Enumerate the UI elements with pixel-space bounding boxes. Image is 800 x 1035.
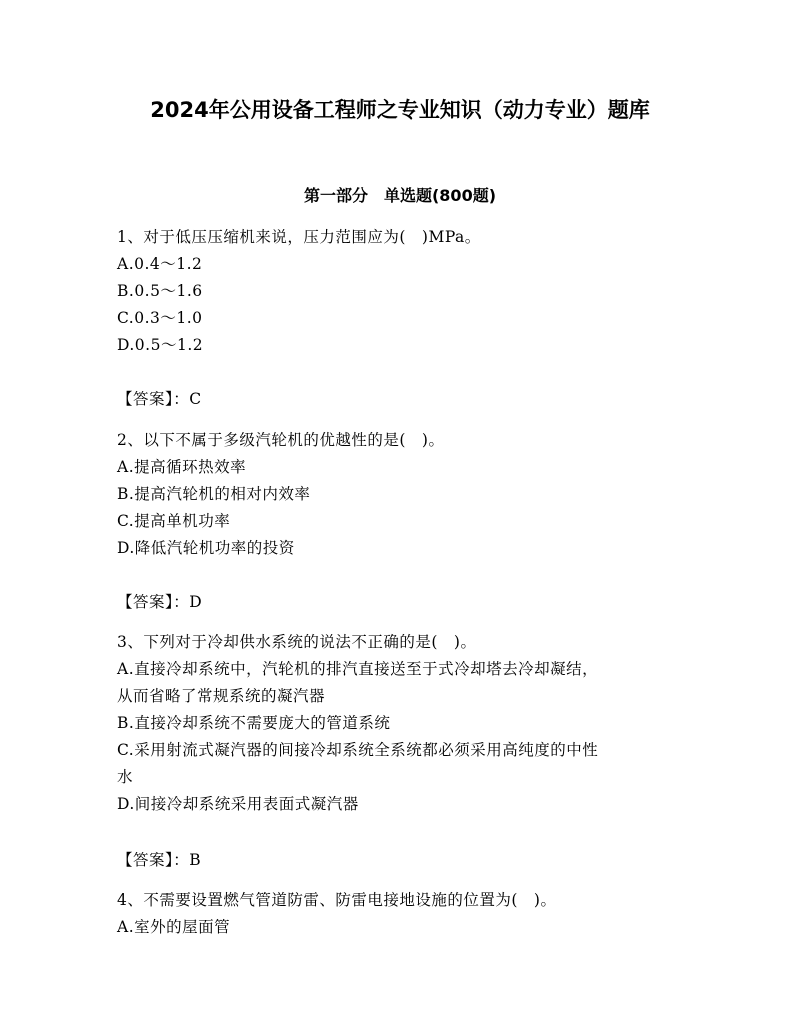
answer-line <box>117 389 202 409</box>
answer-value: C <box>189 390 202 408</box>
answer-value: D <box>189 593 203 611</box>
option-d: D.降低汽轮机功率的投资 <box>117 539 295 557</box>
option-b: B.提高汽轮机的相对内效率 <box>117 485 311 503</box>
option-c: C.提高单机功率 <box>117 512 231 530</box>
option-d: D.0.5～1.2 <box>117 336 204 354</box>
option-c-continued: 水 <box>117 768 134 786</box>
document-title: 2024年公用设备工程师之专业知识（动力专业）题库 <box>150 98 650 122</box>
question-stem: 3、下列对于冷却供水系统的说法不正确的是( )。 <box>117 633 477 651</box>
answer-label: 【答案】： <box>117 390 190 408</box>
option-b: B.0.5～1.6 <box>117 282 203 300</box>
question-stem: 2、以下不属于多级汽轮机的优越性的是( )。 <box>117 431 445 449</box>
option-a: A.提高循环热效率 <box>117 458 247 476</box>
section-heading: 第一部分 单选题(800题) <box>303 186 497 205</box>
option-a: A.室外的屋面管 <box>117 918 231 936</box>
answer-line <box>117 592 202 612</box>
answer-label: 【答案】： <box>117 851 190 869</box>
option-c: C.0.3～1.0 <box>117 309 203 327</box>
answer-value: B <box>189 851 202 869</box>
option-a: A.直接冷却系统中，汽轮机的排汽直接送至于式冷却塔去冷却凝结， <box>117 660 599 678</box>
option-a: A.0.4～1.2 <box>117 255 203 273</box>
option-b: B.直接冷却系统不需要庞大的管道系统 <box>117 714 391 732</box>
answer-label: 【答案】： <box>117 593 190 611</box>
question-stem: 1、对于低压压缩机来说，压力范围应为( )MPa。 <box>117 228 481 246</box>
option-c: C.采用射流式凝汽器的间接冷却系统全系统都必须采用高纯度的中性 <box>117 741 599 759</box>
option-d: D.间接冷却系统采用表面式凝汽器 <box>117 795 359 813</box>
question-stem: 4、不需要设置燃气管道防雷、防雷电接地设施的位置为( )。 <box>117 891 557 909</box>
answer-line <box>117 850 201 870</box>
option-a-continued: 从而省略了常规系统的凝汽器 <box>117 687 326 705</box>
